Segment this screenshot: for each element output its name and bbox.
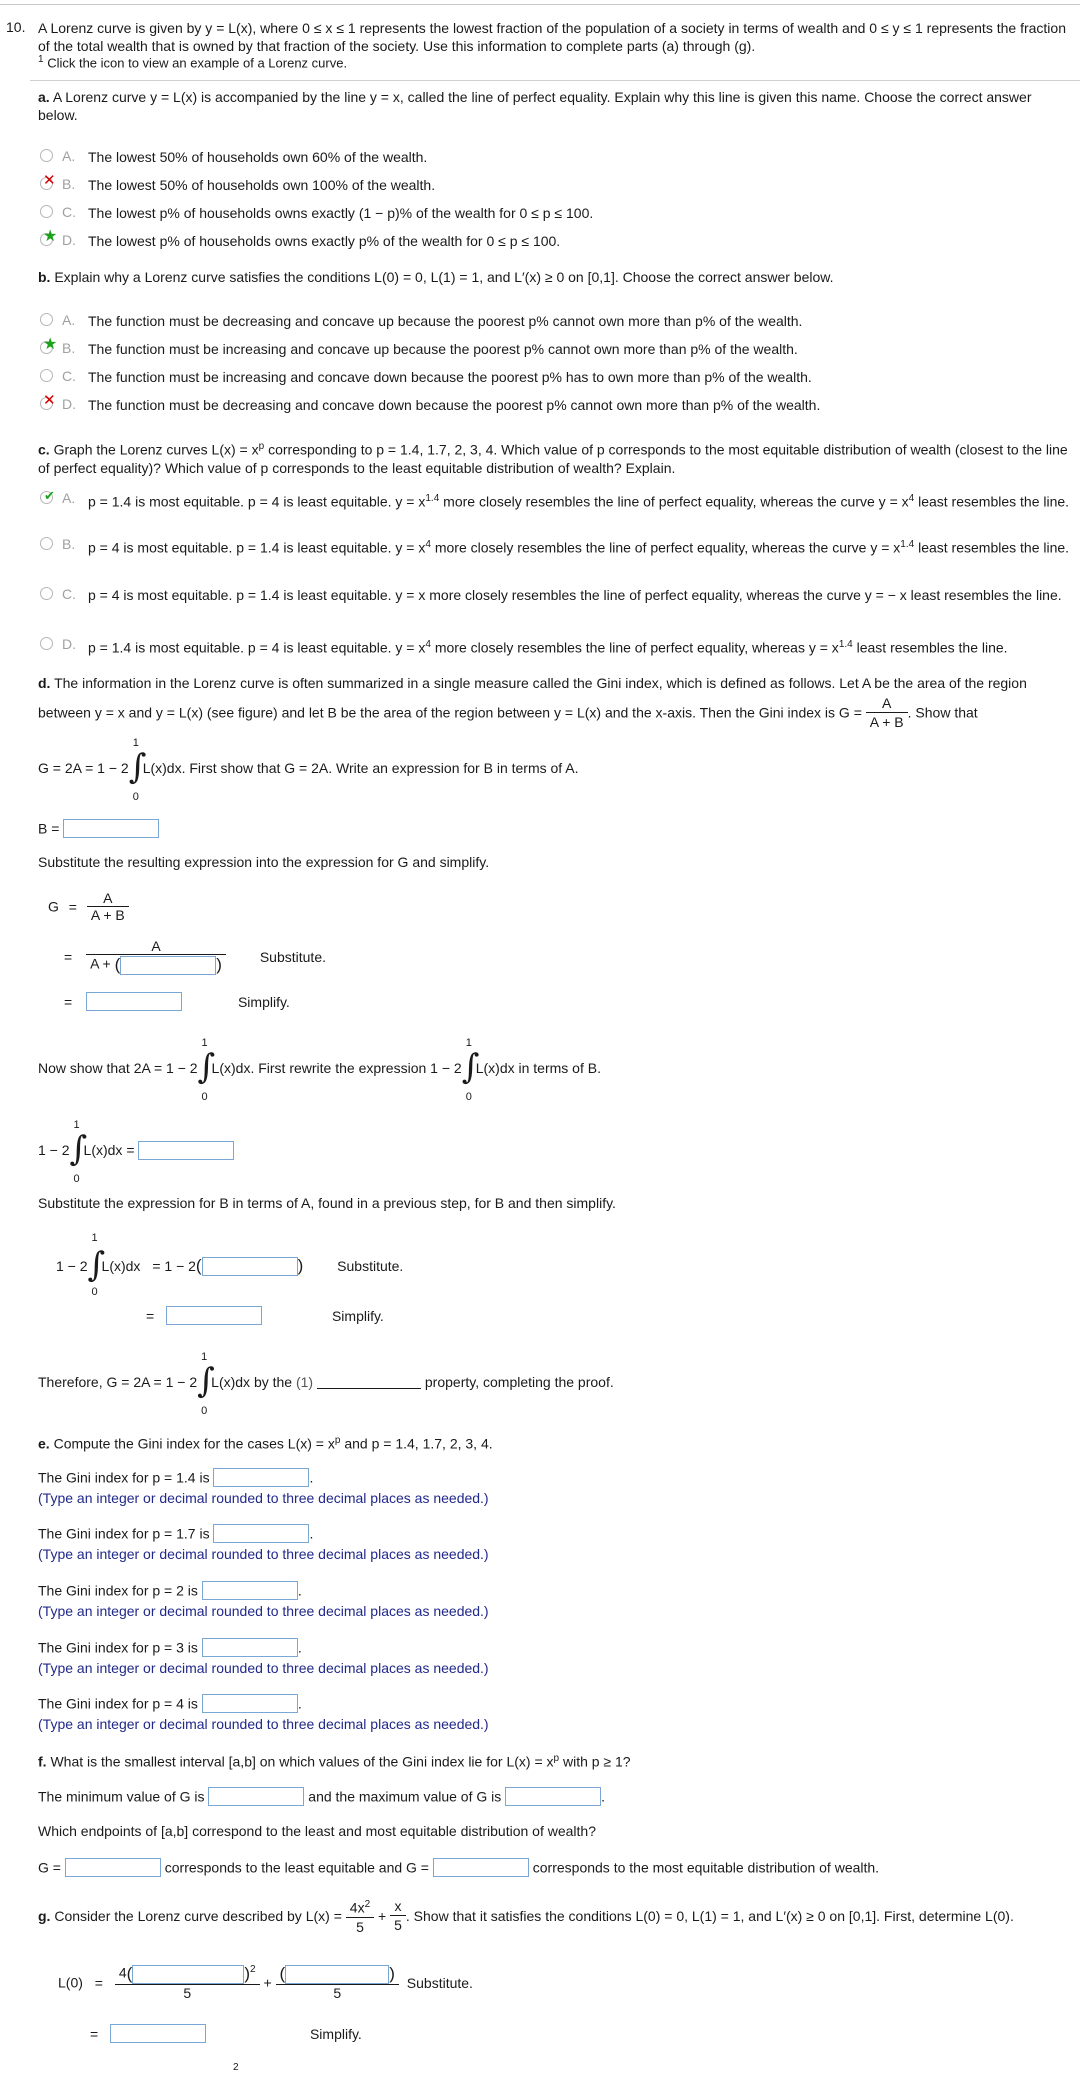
part-d-line1: d. The information in the Lorenz curve is often summarized in a single measure called the Gini index, which is defined as follows. Let A be the area of the region bbox=[38, 675, 1027, 691]
gini-item: The Gini index for p = 4 is . bbox=[38, 1695, 302, 1712]
gini-hint: (Type an integer or decimal rounded to three decimal places as needed.) bbox=[38, 1660, 489, 1676]
b-input[interactable] bbox=[63, 819, 159, 838]
footnote-mark: 1 bbox=[38, 54, 44, 65]
gini-item: The Gini index for p = 2 is . bbox=[38, 1582, 302, 1599]
substitute-prompt: Substitute the resulting expression into the expression for G and simplify. bbox=[38, 854, 490, 870]
section-divider bbox=[30, 80, 1080, 81]
g-substitute-row: = $\frac{A}{A + ( )}$ Substitute. bbox=[64, 938, 326, 974]
sub-b-input[interactable] bbox=[202, 1257, 298, 1276]
gini-input-p1-7[interactable] bbox=[213, 1524, 309, 1543]
g-simplify-input[interactable] bbox=[86, 992, 182, 1011]
min-max-row: The minimum value of G is and the maximum value of G is . bbox=[38, 1788, 606, 1805]
rewrite-row: 1 − 2 1 ∫ 0 L(x)dx = bbox=[38, 1130, 1068, 1170]
part-a-prompt: a. A Lorenz curve y = L(x) is accompanied by the line y = x, called the line of perfect equality. Explain why this line is given this name. Choose the correct answer below. bbox=[38, 89, 1032, 123]
gini-hint: (Type an integer or decimal rounded to three decimal places as needed.) bbox=[38, 1490, 489, 1506]
question-number: 10. bbox=[6, 19, 26, 35]
gini-input-p2[interactable] bbox=[202, 1581, 298, 1600]
gini-input-p3[interactable] bbox=[202, 1638, 298, 1657]
therefore-line: Therefore, G = 2A = 1 − 2 1 ∫ 0 L(x)dx by the (1) property, completing the proof. bbox=[38, 1351, 614, 1417]
part-f-prompt: f. What is the smallest interval [a,b] on which values of the Gini index lie for $L(x) = x^p$ with p ≥ 1? bbox=[38, 1753, 631, 1770]
radio-icon[interactable] bbox=[40, 369, 53, 382]
l0-simplify-row: = Simplify. bbox=[90, 2025, 362, 2042]
sub-b-simplify-input[interactable] bbox=[166, 1306, 262, 1325]
radio-icon[interactable] bbox=[40, 205, 53, 218]
footnote-text: Click the icon to view an example of a Lorenz curve. bbox=[47, 55, 348, 71]
part-d-line2: between y = x and y = L(x) (see figure) and let B be the area of the region between y = L(x) and the x-axis. Then the Gini index is G = $\frac{A}{A + B}$ . Show that bbox=[38, 695, 978, 730]
question-intro: A Lorenz curve is given by y = L(x), where 0 ≤ x ≤ 1 represents the lowest fraction of the population of a society in terms of wealth and 0 ≤ y ≤ 1 represents the fraction of the total wealth that is owned by that fraction of the society. Use this information to complete parts (a) through (g). bbox=[38, 20, 1066, 54]
cutoff-superscript: 2 bbox=[233, 2062, 239, 2073]
g-substitute-input[interactable] bbox=[120, 956, 216, 975]
b-row: B = bbox=[38, 818, 1068, 838]
radio-icon[interactable] bbox=[40, 313, 53, 326]
gini-hint: (Type an integer or decimal rounded to three decimal places as needed.) bbox=[38, 1546, 489, 1562]
now-show-line: Now show that 2A = 1 − 2 1 ∫ 0 L(x)dx. First rewrite the expression 1 − 2 1 ∫ 0 L(x)dx in terms of B. bbox=[38, 1037, 601, 1103]
part-d-g-equation: G = 2A = 1 − 2 1 ∫ 0 L(x)dx. First show that G = 2A. Write an expression for B in terms of A. bbox=[38, 737, 579, 803]
l0-input-linear[interactable] bbox=[285, 1965, 389, 1984]
least-equitable-input[interactable] bbox=[65, 1858, 161, 1877]
radio-icon[interactable] bbox=[40, 637, 53, 650]
rewrite-input[interactable] bbox=[138, 1141, 234, 1160]
radio-icon[interactable] bbox=[40, 587, 53, 600]
part-c-prompt: c. Graph the Lorenz curves $L(x) = x^p$ corresponding to p = 1.4, 1.7, 2, 3, 4. Which value of p corresponds to the most equitable distribution of wealth (closest to the line of perfect equality)? Which value of p corresponds to the least equitable distribution of wealth? Explain. bbox=[38, 441, 1068, 476]
gini-fraction: $\frac{A}{A + B}$ bbox=[866, 694, 908, 731]
top-divider bbox=[0, 4, 1080, 5]
incorrect-x-icon: ✕ bbox=[43, 172, 56, 189]
part-e-prompt: e. Compute the Gini index for the cases $L(x) = x^p$ and p = 1.4, 1.7, 2, 3, 4. bbox=[38, 1435, 493, 1452]
part-b-prompt: b. Explain why a Lorenz curve satisfies the conditions L(0) = 0, L(1) = 1, and L′(x) ≥ 0 on [0,1]. Choose the correct answer below. bbox=[38, 269, 834, 285]
correct-star-icon: ★ bbox=[43, 228, 58, 245]
property-dropdown[interactable] bbox=[317, 1376, 421, 1389]
radio-icon[interactable] bbox=[40, 537, 53, 550]
sub-b-row: 1 − 2 1 ∫ 0 L(x)dx = 1 − 2( ) Substitute. bbox=[56, 1232, 404, 1298]
integral-symbol: 1 ∫ 0 bbox=[128, 737, 147, 803]
endpoints-row: G = corresponds to the least equitable and G = corresponds to the most equitable distribution of wealth. bbox=[38, 1859, 880, 1876]
footnote-link[interactable] bbox=[38, 54, 347, 70]
gini-hint: (Type an integer or decimal rounded to three decimal places as needed.) bbox=[38, 1603, 489, 1619]
max-g-input[interactable] bbox=[505, 1787, 601, 1806]
sub-b-prompt: Substitute the expression for B in terms of A, found in a previous step, for B and then simplify. bbox=[38, 1195, 616, 1211]
part-g-prompt: g. Consider the Lorenz curve described by L(x) = $\frac{4x^2}{5}$ + $\frac{x}{5}$ . Show that it satisfies the conditions L(0) = 0, L(1) = 1, and L′(x) ≥ 0 on [0,1]. First, determine L(0). bbox=[38, 1898, 1014, 1935]
min-g-input[interactable] bbox=[208, 1787, 304, 1806]
gini-hint: (Type an integer or decimal rounded to three decimal places as needed.) bbox=[38, 1716, 489, 1732]
check-icon: ✔ bbox=[44, 488, 55, 503]
l0-substitute-row: L(0) = $\frac{4( )^2}{5}$ + $\frac{( )}{5}$ Substitute. bbox=[58, 1964, 473, 2001]
gini-item: The Gini index for p = 1.7 is . bbox=[38, 1525, 314, 1542]
incorrect-x-icon: ✕ bbox=[43, 392, 56, 409]
gini-item: The Gini index for p = 1.4 is . bbox=[38, 1469, 314, 1486]
radio-icon[interactable] bbox=[40, 149, 53, 162]
g-definition: G = $\frac{A}{A + B}$ bbox=[48, 890, 129, 923]
endpoints-prompt: Which endpoints of [a,b] correspond to the least and most equitable distribution of wealth? bbox=[38, 1823, 597, 1839]
gini-input-p4[interactable] bbox=[202, 1694, 298, 1713]
g-simplify-row: = Simplify. bbox=[64, 993, 290, 1010]
most-equitable-input[interactable] bbox=[433, 1858, 529, 1877]
gini-input-p1-4[interactable] bbox=[213, 1468, 309, 1487]
l0-input-squared[interactable] bbox=[132, 1965, 244, 1984]
correct-star-icon: ★ bbox=[43, 336, 58, 353]
gini-item: The Gini index for p = 3 is . bbox=[38, 1639, 302, 1656]
sub-b-simplify-row: = Simplify. bbox=[146, 1307, 384, 1324]
l0-simplify-input[interactable] bbox=[110, 2024, 206, 2043]
